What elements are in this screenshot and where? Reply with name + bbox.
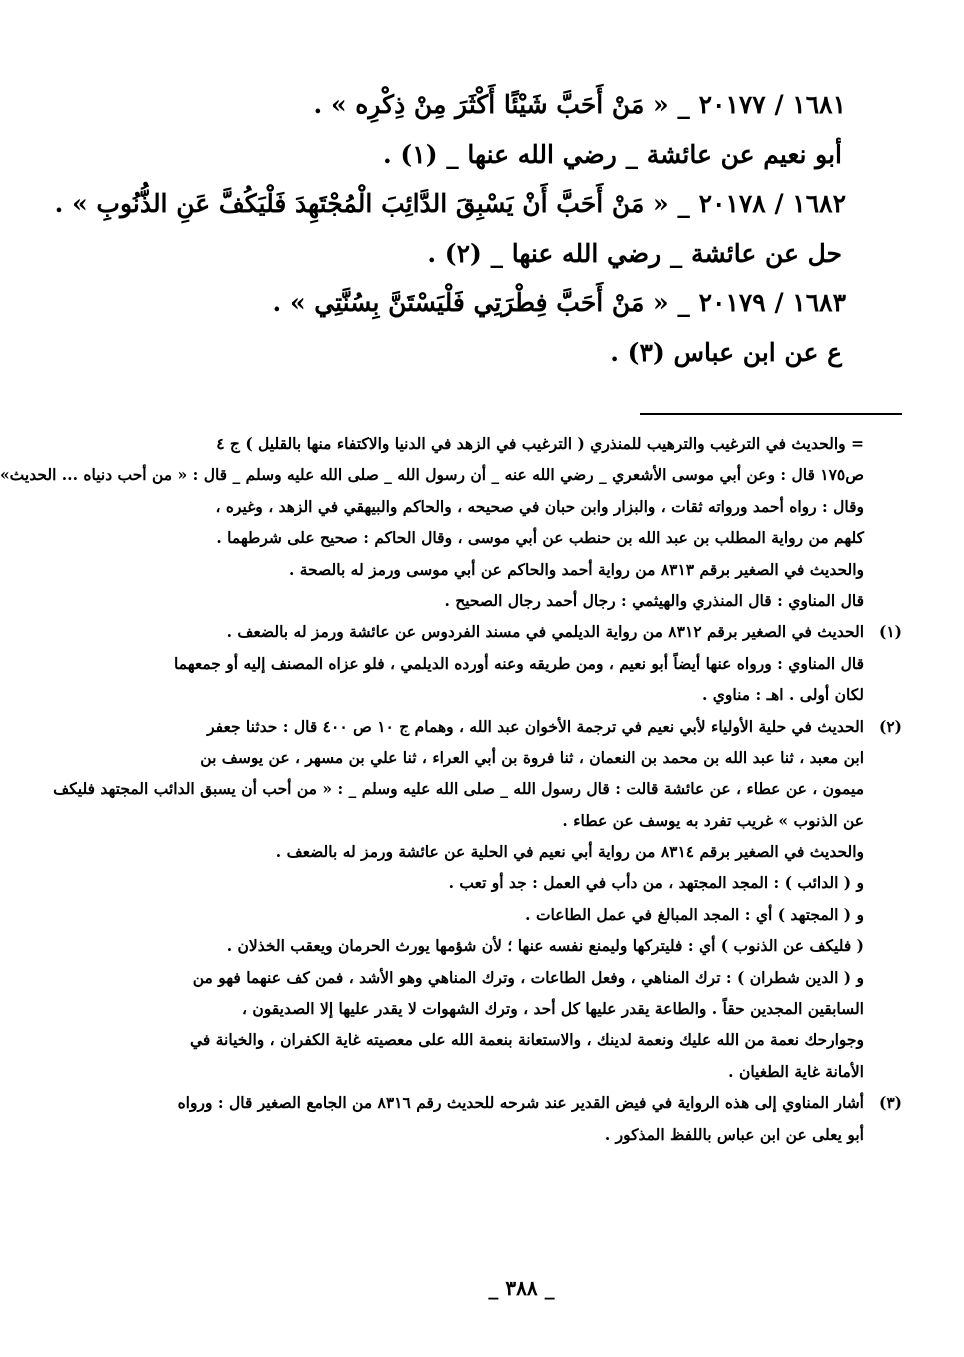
- footnote-divider: [640, 413, 902, 415]
- hadith-1683-text: ١٦٨٣ / ٢٠١٧٩ _ « مَنْ أَحَبَّ فِطْرَتِي فَلْيَسْتَنَّ بِسُنَّتِي » .: [272, 288, 846, 317]
- hadith-1681-source: أبو نعيم عن عائشة _ رضي الله عنها _ (١) .: [383, 139, 842, 169]
- hadith-1682-text: ١٦٨٢ / ٢٠١٧٨ _ « مَنْ أَحَبَّ أَنْ يَسْبِقَ الدَّائِبَ الْمُجْتَهِدَ فَلْيَكُفَّ عَنِ الذُّنُوبِ » .: [54, 189, 846, 218]
- footnote-1: [140, 616, 902, 710]
- footnote-line: و ( الدائب ) : المجد المجتهد ، من دأب في العمل : جد أو تعب .: [448, 873, 864, 893]
- hadith-entries: [54, 80, 846, 377]
- footnote-line: أبو يعلى عن ابن عباس باللفظ المذكور .: [604, 1124, 864, 1144]
- footnote-line: والحديث في الصغير برقم ٨٣١٤ من رواية أبي نعيم في الحلية عن عائشة ورمز له بالضعف .: [275, 842, 864, 862]
- footnote-line: أشار المناوي إلى هذه الرواية في فيض القدير عند شرحه للحديث رقم ٨٣١٦ من الجامع الصغير قال : ورواه: [177, 1093, 864, 1113]
- footnote-line: ( فليكف عن الذنوب ) أي : فليتركها وليمنع نفسه عنها ؛ لأن شؤمها يورث الحرمان ويعقب الخذلان .: [226, 936, 864, 956]
- footnote-line: = والحديث في الترغيب والترهيب للمنذري ( الترغيب في الزهد في الدنيا والاكتفاء منها بالقليل ) ج ٤: [216, 434, 864, 453]
- hadith-1681-text: ١٦٨١ / ٢٠١٧٧ _ « مَنْ أَحَبَّ شَيْئًا أَكْثَرَ مِنْ ذِكْرِه » .: [313, 90, 846, 119]
- footnote-line: و ( المجتهد ) أي : المجد المبالغ في عمل الطاعات .: [525, 904, 864, 924]
- footnote-line: كلهم من رواية المطلب بن عبد الله بن حنطب عن أبي موسى ، وقال الحاكم : صحيح على شرطهما .: [216, 528, 864, 548]
- footnote-first-line: [140, 1087, 902, 1118]
- footnote-first-line: [140, 711, 902, 742]
- footnote-line: وجوارحك نعمة من الله عليك ونعمة لدينك ، والاستعانة بنعمة الله على معصيته غاية الكفران ، والخيانة في: [190, 1030, 864, 1050]
- hadith-1683-source: ع عن ابن عباس (٣) .: [610, 337, 842, 367]
- hadith-1682-source: حل عن عائشة _ رضي الله عنها _ (٢) .: [427, 238, 842, 268]
- footnote-line: وقال : رواه أحمد ورواته ثقات ، والبزار وابن حبان في صحيحه ، والحاكم والبيهقي في الزهد ، وغيره ،: [215, 496, 864, 516]
- footnote-number: (٣): [878, 1093, 902, 1113]
- footnote-number: (١): [878, 622, 902, 642]
- footnote-line: الأمانة غاية الطغيان .: [728, 1061, 864, 1081]
- footnote-line: ص١٧٥ قال : وعن أبي موسى الأشعري _ رضي الله عنه _ أن رسول الله _ صلى الله عليه وسلم _ قال : « من أحب دنياه ... الحديث»: [0, 465, 864, 485]
- footnote-continuation: [0, 428, 902, 616]
- footnote-line: قال المناوي : قال المنذري والهيثمي : رجال أحمد رجال الصحيح .: [444, 590, 864, 610]
- footnote-line: والحديث في الصغير برقم ٨٣١٣ من رواية أحمد والحاكم عن أبي موسى ورمز له بالصحة .: [288, 559, 864, 579]
- footnote-line: لكان أولى . اهـ : مناوي .: [701, 685, 864, 705]
- footnotes: [0, 428, 902, 1150]
- footnote-line: الحديث في الصغير برقم ٨٣١٢ من رواية الديلمي في مسند الفردوس عن عائشة ورمز له بالضعف .: [226, 622, 864, 642]
- footnote-line: عن الذنوب » غريب تفرد به يوسف عن عطاء .: [562, 810, 864, 830]
- footnote-line: السابقين المجدين حقاً . والطاعة يقدر عليها كل أحد ، وترك الشهوات لا يقدر عليها إلا الصديقون ،: [242, 999, 864, 1019]
- page-number: _ ٣٨٨ _: [488, 1276, 555, 1300]
- footnote-line: ميمون ، عن عطاء ، عن عائشة قالت : قال رسول الله _ صلى الله عليه وسلم _ : « من أحب أن يسبق الدائب المجتهد فليكف: [53, 779, 864, 799]
- footnote-line: قال المناوي : ورواه عنها أيضاً أبو نعيم ، ومن طريقه وعنه أورده الديلمي ، فلو عزاه المصنف إليه أو جمعهما: [174, 653, 864, 673]
- footnote-2: [53, 711, 902, 1088]
- footnote-number: (٢): [878, 716, 902, 736]
- footnote-line: الحديث في حلية الأولياء لأبي نعيم في ترجمة الأخوان عبد الله ، وهمام ج ١٠ ص ٤٠٠ قال : حدثنا جعفر: [207, 716, 864, 736]
- footnote-first-line: [140, 616, 902, 647]
- footnote-line: و ( الدين شطران ) : ترك المناهي ، وفعل الطاعات ، وترك المناهي وهو الأشد ، فمن كف عنهما فهو من: [192, 967, 864, 987]
- footnote-line: ابن معبد ، ثنا عبد الله بن محمد بن النعمان ، ثنا فروة بن أبي العراء ، ثنا علي بن مسهر ، عن يوسف بن: [200, 747, 864, 767]
- footnote-3: [140, 1087, 902, 1150]
